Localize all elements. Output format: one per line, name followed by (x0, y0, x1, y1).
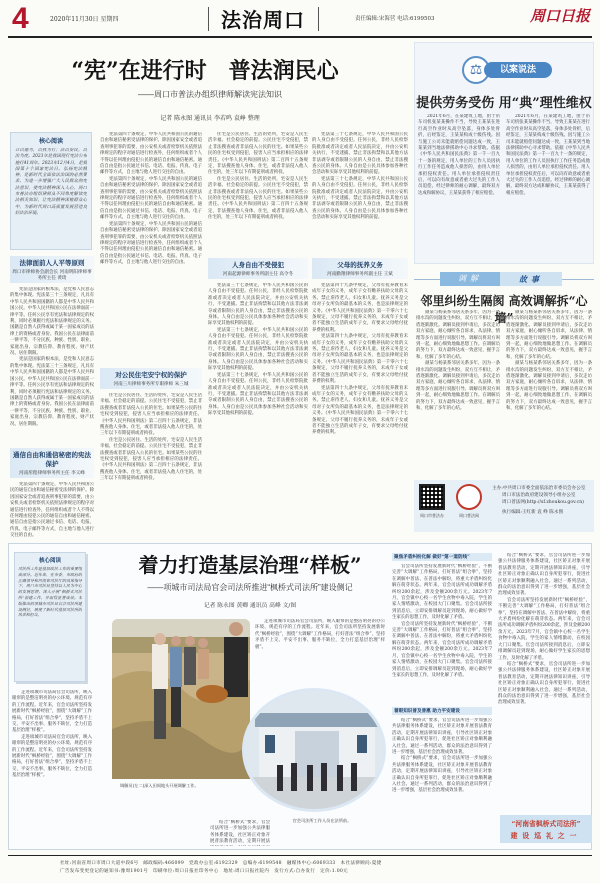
section-author: 河南起源律师事务所副主任 高令冬 (222, 272, 294, 277)
core-reading-title: 核心阅读 (38, 138, 63, 145)
top-article-subtitle: ——周口市普法办组织律师解读宪法知识 (138, 90, 282, 99)
core-reading-text: 立以德为，以执为行；法以安民，以治为度。2023年是我国现行宪法公布施行41周年。2023年12月4日，是我国第十个国家宪法日。弘扬宪法精神，是新时代全面依法治国的必然要求。为进一步增强广大人民群众的宪法意识，使宪法精神深入人心，周口市普法办组织律师从不同角度解读宪法相关知识，让宪法精神深植群众心中，为新时代周口高质量发展营造良好法治环境。 (15, 148, 87, 216)
series-tag-subtitle: 建设巡礼之一 (510, 832, 582, 840)
section-body: 宪法第四十条规定，中华人民共和国公民的通信自由和通信秘密受法律的保护。除因国家安全或者追查刑事犯罪的需要，由公安机关或者检察机关依照法律规定的程序对通信进行检查外，任何组织或者个人不得以任何理由侵犯公民的通信自由和通信秘密。通信自由是指公民通过书信、电话、电报、传真、电子邮件等方式，自主地与他人进行交往的自由。 (10, 482, 94, 539)
gavel-icon: ⚖ (462, 56, 490, 84)
section-header (208, 258, 308, 279)
story-banner-right: 故事 (500, 272, 562, 286)
core-reading-box-2 (14, 552, 86, 682)
bottom-article-body-center-lower: 结合“枫桥式”要求，官会司法所进一步加强公共法律服务体系建设，社区矫正对象开展普法教育活动，定期开展法 (210, 820, 270, 845)
editor-info: 责任编辑:宋海营 电话:6199503 (355, 16, 435, 22)
footer-rule (8, 855, 592, 856)
section-body: 宪法第四十九条中规定，父母有抚养教育未成年子女的义务，成年子女有赡养扶助父母的义务。禁止虐待老人、妇女和儿童。抚养义务是父母对子女所负的最基本的义务，也是法律规定的义务。《中华人民共和国民法典》第一千零六十七条规定，父母不履行抚养义务的，未成年子女或者不能独立生活的成年子女，有要求父母给付抚养费的权利。 宪法第四十九条中规定，父母有抚养教育未成年子女的义务，成年子女有赡养扶助父母的义务。禁止虐待老人、妇女和儿童。抚养义务是父母对子女所负的最基本的义务，也是法律规定的义务。《中华人民共和国民法典》第一千零六十七条规定，父母不履行抚养义务的，未成年子女或者不能独立生活的成年子女，有要求父母给付抚养费的权利。 宪法第四十九条中规定，父母有抚养教育未成年子女的义务，成年子女有赡养扶助父母的义务。禁止虐待老人、妇女和儿童。抚养义务是父母对子女所负的最基本的义务，也是法律规定的义务。《中华人民共和国民法典》第一千零六十七条规定，父母不履行抚养义务的，未成年子女或者不能独立生活的成年子女，有要求父母给付抚养费的权利。 (312, 283, 408, 436)
section-personal-freedom (208, 258, 308, 528)
qr-label: 周口市普法办 (420, 513, 444, 518)
qr-label: 周口普法网 (459, 513, 479, 518)
section-personal-freedom-continued: 宪法第三十七条规定，中华人民共和国公民的人身自由不受侵犯。任何公民，非经人民检察院批准或者决定或者人民法院决定，并由公安机关执行，不受逮捕。禁止非法拘禁和以其他方法非法剥夺或者限制公民的人身自由，禁止非法搜查公民的身体。人身自由是公民具体参加各种社会活动和实际享受其他权利的前提。 宪法第三十七条规定，中华人民共和国公民的人身自由不受侵犯。任何公民，非经人民检察院批准或者决定或者人民法院决定，并由公安机关执行，不受逮捕。禁止非法拘禁和以其他方法非法剥夺或者限制公民的人身自由，禁止非法搜查公民的身体。人身自由是公民具体参加各种社会活动和实际享受其他权利的前提。 (312, 132, 408, 221)
series-tag-title: “河南省枫桥式司法所” (511, 820, 581, 828)
footer-line-2: 广告发布变更登记的通知书:豫周1901号 印刷单位:周口日报社印务中心 地址:周口日报社院内 发行方式:自办发行 定价:1.00元 (60, 869, 349, 874)
section-communication-continued: 宪法第四十条规定，中华人民共和国公民的通信自由和通信秘密受法律的保护。除因国家安全或者追查刑事犯罪的需要，由公安机关或者检察机关依照法律规定的程序对通信进行检查外，任何组织或者个人不得以任何理由侵犯公民的通信自由和通信秘密。通信自由是指公民通过书信、电话、电报、传真、电子邮件等方式，自主地与他人进行交往的自由。 宪法第四十条规定，中华人民共和国公民的通信自由和通信秘密受法律的保护。除因国家安全或者追查刑事犯罪的需要，由公安机关或者检察机关依照法律规定的程序对通信进行检查外，任何组织或者个人不得以任何理由侵犯公民的通信自由和通信秘密。通信自由是指公民通过书信、电话、电报、传真、电子邮件等方式，自主地与他人进行交往的自由。 宪法第四十条规定，中华人民共和国公民的通信自由和通信秘密受法律的保护。除因国家安全或者追查刑事犯罪的需要，由公安机关或者检察机关依照法律规定的程序对通信进行检查外，任何组织或者个人不得以任何理由侵犯公民的通信自由和通信秘密。通信自由是指公民通过书信、电话、电报、传真、电子邮件等方式，自主地与他人进行交往的自由。 (100, 132, 202, 266)
section-body: 住宅是公民居住、生活的处所，宅安是人民生活幸福、社会稳定的前提。公民住宅不受侵犯，禁止非法搜查或者非法侵入公民的住宅。如果某些公民的住宅权受到侵犯，侵害人应当承担相应的法律责任。《中华人民共和国刑法》第二百四十五条规定，非法搜查他人身体、住宅，或者非法侵入他人住宅的，处三年以下有期徒刑或者拘役。 住宅是公民居住、生活的处所，宅安是人民生活幸福、社会稳定的前提。公民住宅不受侵犯，禁止非法搜查或者非法侵入公民的住宅。如果某些公民的住宅权受到侵犯，侵害人应当承担相应的法律责任。《中华人民共和国刑法》第二百四十五条规定，非法搜查他人身体、住宅，或者非法侵入他人住宅的，处三年以下有期徒刑或者拘役。 (100, 393, 202, 482)
core-reading-text: 司法所工作是基层政法工作的重要组成部分。近年来，在市委、市政府的正确领导和河南省司法厅的具体指导下，周口市司法局坚持以人民为中心的发展思想，深入开展“枫桥式司法所”创建工作，并取得显著成效。本版推出的项城市司法局官会司法所建设侧记，展现了新时代基层司法所的风采和担当。 (18, 566, 82, 618)
bottom-article-body-mid-lower: 结合“枫桥式”要求，官会司法所进一步加强公共法律服务体系建设，社区矫正对象开展普法教育活动，定期开展法律知识讲座，引导社区矫正对象正确认识自身所犯罪行，促进社区矫正对象顺利融入社会。通过一系列活动，群众的法治意识得到了进一步增强，基层社会治理成效显著。 结合“枫桥式”要求，官会司法所进一步加强公共法律服务体系建设，社区矫正对象开展普法教育活动，定期开展法律知识讲座，引导社区矫正对象正确认识自身所犯罪行，促进社区矫正对象顺利融入社会。通过一系列活动，群众的法治意识得到了进一步增强，基层社会治理成效显著。 (392, 718, 492, 794)
header-divider (318, 7, 319, 31)
section-communication (10, 448, 94, 540)
footer-info (60, 860, 540, 876)
section-author: 河南彤程律师事务所主任 李义峰 (19, 471, 85, 476)
newspaper-logo: 周口日报 (530, 7, 591, 25)
bottom-article-subtitle: ——项城市司法局官会司法所推进“枫桥式司法所”建设侧记 (147, 583, 353, 592)
bottom-article-byline: 记者 陈永图 黄卿 通讯员 高峰 文/图 (203, 603, 297, 609)
side-heading: 着眼知识普及普惠 助力平安建设 (392, 707, 492, 715)
case-banner-label: 以案说法 (484, 62, 552, 78)
story-banner-left: 调解 (440, 272, 500, 286)
top-article-byline: 记者 陈永图 通讯员 李若鸣 袁峥 整理 (160, 115, 260, 122)
section-heading: 父母的抚养义务 (337, 261, 383, 269)
bottom-article-title: 着力打造基层治理“样板” (138, 553, 362, 577)
story-column-body-right: 颜某与杨某系邻居关系多年，因为一条排水沟的问题发生纠纷，双方互不相让，矛盾逐渐激化。调解员接到申请后，多次走访双方家庭，耐心倾听各自诉求，从法律、情理等多方面进行说服引导。调解员将双方叫到一起，耐心细致地做思想工作。在调解员的努力下，双方最终达成一致意见，握手言和，化解了多年的心结。 颜某与杨某系邻居关系多年，因为一条排水沟的问题发生纠纷，双方互不相让，矛盾逐渐激化。调解员接到申请后，多次走访双方家庭，耐心倾听各自诉求，从法律、情理等多方面进行说服引导。调解员将双方叫到一起，耐心细致地做思想工作。在调解员的努力下，双方最终达成一致意见，握手言和，化解了多年的心结。 (506, 310, 592, 412)
qr-section (414, 480, 594, 532)
qr-item[interactable] (456, 484, 486, 519)
footer-line-1: 社址:河南省周口市周口大道中段6号 邮政编码:466099 党政办公室:6192329 总编办:6199548 融媒体中心:6069333 本社法律顾问:夏捷 (60, 861, 382, 866)
qr-code-icon[interactable] (419, 484, 445, 510)
series-tag (500, 815, 592, 843)
story-banner-rule (414, 279, 440, 280)
sponsor-info: 主办:中共周口市委全面依法治市委员会办公室 周口市法治政府建设领导小组办公室 周口普法网(http://sf.zhoukou.gov.cn) 执行编辑:王红新 袁 峥 陈永图 (492, 485, 592, 516)
judicial-office-photo (242, 688, 386, 812)
bottom-article-body-right: 结合“枫桥式”要求，官会司法所进一步加强公共法律服务体系建设，社区矫正对象开展普法教育活动，定期开展法律知识讲座，引导社区矫正对象正确认识自身所犯罪行，促进社区矫正对象顺利融入社会。通过一系列活动，群众的法治意识得到了进一步增强，基层社会治理成效显著。 官会司法所坚持发展新时代“枫桥经验”，不断完善“大调解”工作格局，打好普法“组合拳”，坚持在调解中普法、在普法中解纷，将重大矛盾纠纷化解在萌芽状态。两年来，官会司法所成功调解矛盾纠纷200余起，涉及金额200余万元。2023年7月，官会镇中心校一名学生食物中毒入院，学生的家人情绪激动，在校园大门口聚集。官会司法所接到消息后，立即安排调解员赶到现场，耐心做好学生家长的思想工作，及时化解了矛盾。 结合“枫桥式”要求，官会司法所进一步加强公共法律服务体系建设，社区矫正对象开展普法教育活动，定期开展法律知识讲座，引导社区矫正对象正确认识自身所犯罪行，促进社区矫正对象顺利融入社会。通过一系列活动，群众的法治意识得到了进一步增强，基层社会治理成效显著。 (498, 553, 590, 706)
story-column-body-left: 颜某与杨某系邻居关系多年，因为一条排水沟的问题发生纠纷，双方互不相让，矛盾逐渐激化。调解员接到申请后，多次走访双方家庭，耐心倾听各自诉求，从法律、情理等多方面进行说服引导。调解员将双方叫到一起，耐心细致地做思想工作。在调解员的努力下，双方最终达成一致意见，握手言和，化解了多年的心结。 颜某与杨某系邻居关系多年，因为一条排水沟的问题发生纠纷，双方互不相让，矛盾逐渐激化。调解员接到申请后，多次走访双方家庭，耐心倾听各自诉求，从法律、情理等多方面进行说服引导。调解员将双方叫到一起，耐心细致地做思想工作。在调解员的努力下，双方最终达成一致意见，握手言和，化解了多年的心结。 (416, 310, 500, 412)
section-heading: 人身自由不受侵犯 (232, 261, 284, 269)
story-column-title: 邻里纠纷生隔阂 高效调解拆“心墙” (420, 294, 588, 325)
story-banner (440, 272, 570, 286)
section-body: 宪法第三十七条规定，中华人民共和国公民的人身自由不受侵犯。任何公民，非经人民检察院批准或者决定或者人民法院决定，并由公安机关执行，不受逮捕。禁止非法拘禁和以其他方法非法剥夺或者限制公民的人身自由，禁止非法搜查公民的身体。人身自由是公民具体参加各种社会活动和实际享受其他权利的前提。 宪法第三十七条规定，中华人民共和国公民的人身自由不受侵犯。任何公民，非经人民检察院批准或者决定或者人民法院决定，并由公安机关执行，不受逮捕。禁止非法拘禁和以其他方法非法剥夺或者限制公民的人身自由，禁止非法搜查公民的身体。人身自由是公民具体参加各种社会活动和实际享受其他权利的前提。 宪法第三十七条规定，中华人民共和国公民的人身自由不受侵犯。任何公民，非经人民检察院批准或者决定或者人民法院决定，并由公安机关执行，不受逮捕。禁止非法拘禁和以其他方法非法剥夺或者限制公民的人身自由，禁止非法搜查公民的身体。人身自由是公民具体参加各种社会活动和实际享受其他权利的前提。 (208, 283, 308, 417)
photo1-caption: 调解员(左二)深入田间地头开展调解工作。 (120, 783, 199, 788)
core-reading-box (10, 132, 92, 250)
field-photo-image (112, 619, 250, 779)
bottom-article-body-mid: 官会司法所坚持发展新时代“枫桥经验”，不断完善“大调解”工作格局，打好普法“组合拳”，坚持在调解中普法、在普法中解纷，将重大矛盾纠纷化解在萌芽状态。两年来，官会司法所成功调解矛盾纠纷200余起，涉及金额200余万元。2023年7月，官会镇中心校一名学生食物中毒入院，学生的家人情绪激动，在校园大门口聚集。官会司法所接到消息后，立即安排调解员赶到现场，耐心做好学生家长的思想工作，及时化解了矛盾。 官会司法所坚持发展新时代“枫桥经验”，不断完善“大调解”工作格局，打好普法“组合拳”，坚持在调解中普法、在普法中解纷，将重大矛盾纠纷化解在萌芽状态。两年来，官会司法所成功调解矛盾纠纷200余起，涉及金额200余万元。2023年7月，官会镇中心校一名学生食物中毒入院，学生的家人情绪激动，在校园大门口聚集。官会司法所接到消息后，立即安排调解员赶到现场，耐心做好学生家长的思想工作，及时化解了矛盾。 (392, 564, 492, 678)
field-mediation-photo (112, 619, 250, 779)
emblem-icon[interactable] (456, 484, 482, 510)
page-number: 4 (12, 2, 29, 35)
section-heading: 法律面前人人平等原则 (19, 259, 85, 267)
section-author: 河南勤翔律师事务所副主任 王斌 (327, 272, 393, 277)
section-header (10, 256, 94, 283)
section-header (312, 258, 408, 279)
case-banner (462, 58, 554, 82)
section-heading: 对公民住宅安宁权的保护 (115, 371, 187, 379)
header-rule (8, 36, 592, 38)
qr-item[interactable] (419, 484, 449, 519)
case-column-body-left: 2021年6月，在某建筑工地，由于吊车司机张某某操作不当，导致王某某在进行高空作业时从高空坠落，身体多处骨折，后经鉴定，王某某构成十级伤残。因与施工公司未能就赔偿问题达成一致，王某某到当地法律援助中心寻求帮助。依据《中华人民共和国民法典》第一千一百九十一条的规定，用人单位的工作人员因执行工作任务造成他人损害的，由用人单位承担侵权责任。用人单位承担侵权责任后，可以向有故意或者重大过失的工作人员追偿。经过律师的耐心调解，最终双方达成和解协议，王某某获得了相应赔偿。 (418, 114, 500, 196)
section-title: 法治周口 (221, 8, 305, 32)
section-equality (10, 256, 94, 465)
section-author: 河南三川律师事务所专职律师 朱三城 (113, 382, 189, 387)
bottom-article-body-left: 走进项城市司法局官会司法所，映入眼帘的是整洁明亮的办公环境、规范有序的工作流程。近年来，官会司法所坚持发展新时代“枫桥经验”，围绕“大调解”工作格局，打好普法“组合拳”，坚持矛盾不上交、平安不出事、服务不缺位，全力打造基层治理“样板”。 走进项城市司法局官会司法所，映入眼帘的是整洁明亮的办公环境、规范有序的工作流程。近年来，官会司法所坚持发展新时代“枫桥经验”，围绕“大调解”工作格局，打好普法“组合拳”，坚持矛盾不上交、平安不出事、服务不缺位，全力打造基层治理“样板”。 (12, 690, 92, 779)
case-column-body-right: 2021年6月，在某建筑工地，由于吊车司机张某某操作不当，导致王某某在进行高空作业时从高空坠落，身体多处骨折，后经鉴定，王某某构成十级伤残。因与施工公司未能就赔偿问题达成一致，王某某到当地法律援助中心寻求帮助。依据《中华人民共和国民法典》第一千一百九十一条的规定，用人单位的工作人员因执行工作任务造成他人损害的，由用人单位承担侵权责任。用人单位承担侵权责任后，可以向有故意或者重大过失的工作人员追偿。经过律师的耐心调解，最终双方达成和解协议，王某某获得了相应赔偿。 (506, 114, 590, 196)
section-heading: 通信自由和通信秘密的宪法保护 (13, 451, 91, 468)
bottom-article-body-center: 走进项城市司法局官会司法所，映入眼帘的是整洁明亮的办公环境、规范有序的工作流程。近年来，官会司法所坚持发展新时代“枫桥经验”，围绕“大调解”工作格局，打好普法“组合拳”，坚持矛盾不上交、平安不出事、服务不缺位，全力打造基层治理“样板”。 (255, 619, 385, 650)
section-header (10, 448, 94, 478)
core-reading-title: 核心阅读 (38, 558, 61, 564)
executive-editors: 执行编辑:王红新 袁 峥 陈永图 (502, 510, 564, 515)
case-column-title: 提供劳务受伤 用“典”理性维权 (416, 96, 592, 111)
section-residence-continued: 住宅是公民居住、生活的处所，宅安是人民生活幸福、社会稳定的前提。公民住宅不受侵犯，禁止非法搜查或者非法侵入公民的住宅。如果某些公民的住宅权受到侵犯，侵害人应当承担相应的法律责任。《中华人民共和国刑法》第二百四十五条规定，非法搜查他人身体、住宅，或者非法侵入他人住宅的，处三年以下有期徒刑或者拘役。 住宅是公民居住、生活的处所，宅安是人民生活幸福、社会稳定的前提。公民住宅不受侵犯，禁止非法搜查或者非法侵入公民的住宅。如果某些公民的住宅权受到侵犯，侵害人应当承担相应的法律责任。《中华人民共和国刑法》第二百四十五条规定，非法搜查他人身体、住宅，或者非法侵入他人住宅的，处三年以下有期徒刑或者拘役。 (208, 132, 308, 221)
story-banner-rule (562, 279, 594, 280)
section-header (100, 368, 202, 389)
office-photo-image (245, 691, 386, 812)
bottom-column-mid (392, 553, 492, 818)
issue-date: 2020年11月30日 星期四 (50, 16, 119, 23)
section-residence (100, 368, 202, 528)
side-heading: 聚焦矛盾纠纷化解 做好“第一道防线” (392, 553, 492, 561)
section-author: 周口市律师协会副会长 河南明阳律师事务所主任 黄琦 (12, 270, 92, 281)
section-parental-duty (312, 258, 408, 528)
section-body: 宪法是国家的根本法，是党和人民意志的集中体现。宪法第三十三条规定，凡具有中华人民共和国国籍的人都是中华人民共和国公民。中华人民共和国公民在法律面前一律平等。任何公民享有宪法和法律规定的权利，同时必须履行宪法和法律规定的义务。国籍是自然人获得或属于某一国家成员的法律上的资格或者身份。我国公民在法律面前一律平等，不分民族、种族、性别、职业、家庭出身、宗教信仰、教育程度、财产状况、居住期限。 宪法是国家的根本法，是党和人民意志的集中体现。宪法第三十三条规定，凡具有中华人民共和国国籍的人都是中华人民共和国公民。中华人民共和国公民在法律面前一律平等。任何公民享有宪法和法律规定的权利，同时必须履行宪法和法律规定的义务。国籍是自然人获得或属于某一国家成员的法律上的资格或者身份。我国公民在法律面前一律平等，不分民族、种族、性别、职业、家庭出身、宗教信仰、教育程度、财产状况、居住期限。 (10, 287, 94, 427)
top-article-title: “宪”在进行时 普法润民心 (71, 58, 339, 84)
photo2-caption: 官会司法所工作人员在法所前。 (292, 818, 352, 823)
